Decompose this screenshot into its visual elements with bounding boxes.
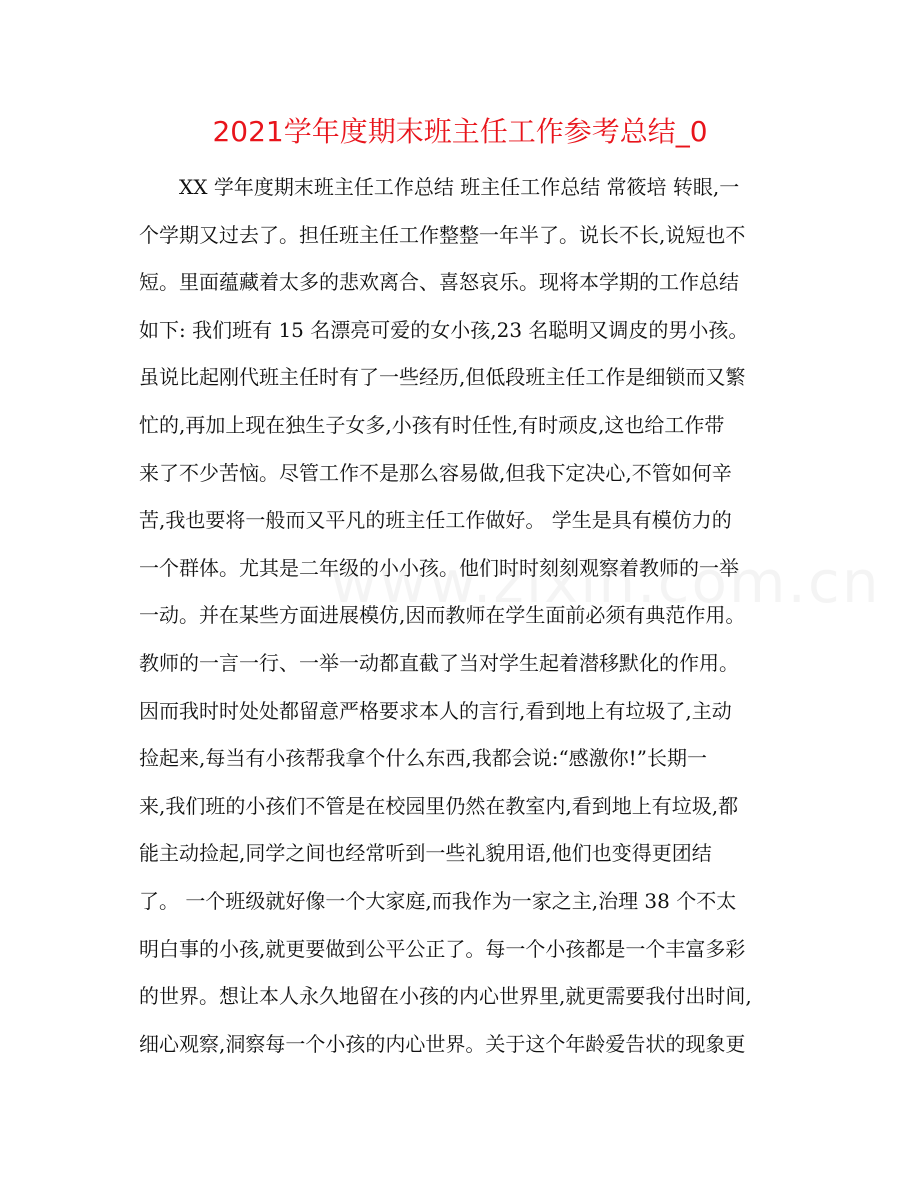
body-line: 能主动捡起,同学之间也经常听到一些礼貌用语,他们也变得更团结 — [139, 841, 712, 866]
body-line: 短。里面蕴藏着太多的悲欢离合、喜怒哀乐。现将本学期的工作总结 — [139, 270, 739, 295]
body-line: 一个群体。尤其是二年级的小小孩。他们时时刻刻观察着教师的一举 — [139, 555, 739, 580]
body-line: 虽说比起刚代班主任时有了一些经历,但低段班主任工作是细锁而又繁 — [139, 365, 746, 390]
body-line: 捡起来,每当有小孩帮我拿个什么东西,我都会说:“感激你!”长期一 — [139, 746, 707, 771]
body-line: 来,我们班的小孩们不管是在校园里仍然在教室内,看到地上有垃圾,都 — [139, 793, 739, 818]
document-title: 2021学年度期末班主任工作参考总结_0 — [212, 115, 708, 148]
body-line: 明白事的小孩,就更要做到公平公正了。每一个小孩都是一个丰富多彩 — [139, 936, 746, 961]
body-line: 来了不少苦恼。尽管工作不是那么容易做,但我下定决心,不管如何辛 — [139, 460, 732, 485]
body-line: 个学期又过去了。担任班主任工作整整一年半了。说长不长,说短也不 — [139, 222, 746, 247]
body-line: 细心观察,洞察每一个小孩的内心世界。关于这个年龄爱告状的现象更 — [139, 1031, 746, 1056]
body-line: 了。 一个班级就好像一个大家庭,而我作为一家之主,治理 38 个不太 — [139, 889, 737, 913]
body-line: 苦,我也要将一般而又平凡的班主任工作做好。 学生是具有模仿力的 — [139, 508, 732, 533]
body-line: 教师的一言一行、一举一动都直截了当对学生起着潜移默化的作用。 — [139, 651, 739, 675]
body-line: 因而我时时处处都留意严格要求本人的言行,看到地上有垃圾了,主动 — [139, 698, 732, 723]
body-line: 的世界。想让本人永久地留在小孩的内心世界里,就更需要我付出时间, — [139, 984, 752, 1009]
body-line: 一动。并在某些方面进展模仿,因而教师在学生面前必须有典范作用。 — [139, 603, 746, 628]
body-line: 如下: 我们班有 15 名漂亮可爱的女小孩,23 名聪明又调皮的男小孩。 — [139, 317, 749, 342]
body-line: XX 学年度期末班主任工作总结 班主任工作总结 常筱培 转眼,一 — [179, 175, 740, 199]
body-line: 忙的,再加上现在独生子女多,小孩有时任性,有时顽皮,这也给工作带 — [139, 413, 725, 437]
